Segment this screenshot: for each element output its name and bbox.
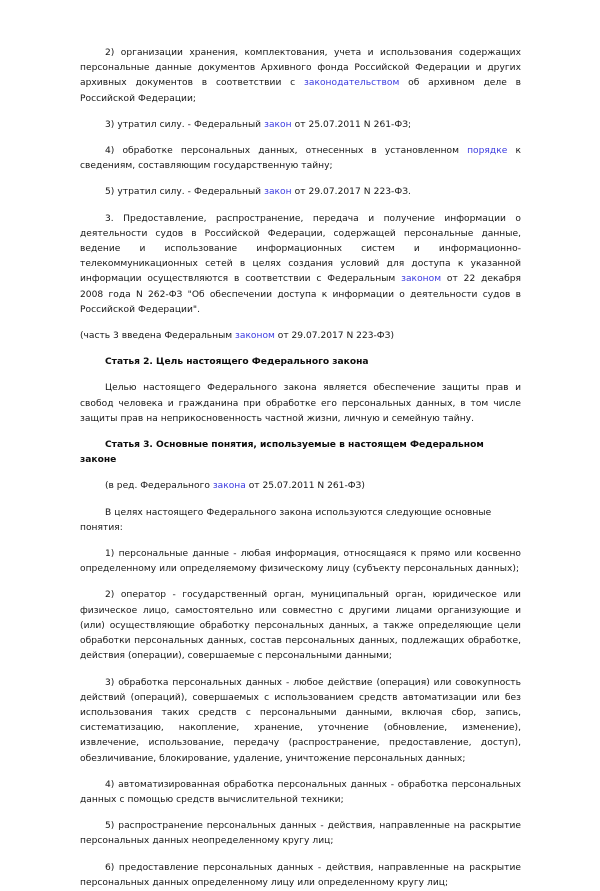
paragraph xyxy=(80,506,521,536)
paragraph xyxy=(80,144,521,174)
amendment-note xyxy=(80,479,521,494)
text-run: от 25.07.2011 N 261-ФЗ; xyxy=(291,119,412,130)
legal-reference-link[interactable]: законом xyxy=(401,274,442,285)
text-run: 5) утратил силу. - Федеральный xyxy=(105,187,265,198)
legal-reference-link[interactable]: законодательством xyxy=(304,78,400,89)
text-run: 5) распространение персональных данных - действия, направленные на раскрытие персональных данных неопределенному кругу лиц; xyxy=(80,821,521,847)
text-run: от 29.07.2017 N 223-ФЗ. xyxy=(291,187,411,198)
paragraph xyxy=(80,861,521,891)
article-heading xyxy=(80,355,521,370)
text-run: (часть 3 введена Федеральным xyxy=(80,331,236,342)
paragraph xyxy=(80,778,521,808)
amendment-note xyxy=(80,329,521,344)
text-run: 3. Предоставление, распространение, передача и получение информации о деятельности судов в Российской Федерации, содержащей персональные данные, ведение и использование информационных систем и информационно-телекоммуникационных сетей в целях создания условий для доступа к указанной информации осуществляются в соответствии с Федеральным xyxy=(80,213,521,285)
article-heading xyxy=(80,438,521,468)
text-run: 2) оператор - государственный орган, муниципальный орган, юридическое или физическое лицо, самостоятельно или совместно с другими лицами организующие и (или) осуществляющие обработку персональных данных, а также определяющие цели обработки персональных данных, состав персональных данных, подлежащих обработке, действия (операции), совершаемые с персональными данными; xyxy=(80,590,521,662)
text-run: Целью настоящего Федерального закона является обеспечение защиты прав и свобод человека и гражданина при обработке его персональных данных, в том числе защиты прав на неприкосновенность частной жизни, личную и семейную тайну. xyxy=(80,383,521,424)
text-run: (в ред. Федерального xyxy=(105,481,213,492)
text-run: к сведениям, составляющим государственную тайну; xyxy=(80,146,521,172)
text-run: 2) организации хранения, комплектования, учета и использования содержащих персональные данные документов Архивного фонда Российской Федерации и других архивных документов в соответствии с xyxy=(80,48,521,89)
text-run: 3) утратил силу. - Федеральный xyxy=(105,119,265,130)
paragraph xyxy=(80,547,521,577)
text-run: от 22 декабря 2008 года N 262-ФЗ "Об обеспечении доступа к информации о деятельности судов в Российской Федерации". xyxy=(80,274,522,315)
text-run: Статья 2. Цель настоящего Федерального закона xyxy=(105,357,369,368)
text-run: об архивном деле в Российской Федерации; xyxy=(80,78,522,104)
text-run: 4) обработке персональных данных, отнесенных в установленном xyxy=(105,146,468,157)
text-run: от 29.07.2017 N 223-ФЗ) xyxy=(274,331,395,342)
text-run: 4) автоматизированная обработка персональных данных - обработка персональных данных с помощью средств вычислительной техники; xyxy=(80,779,521,805)
paragraph xyxy=(80,676,521,767)
document-body xyxy=(80,46,521,891)
paragraph xyxy=(80,212,521,318)
paragraph xyxy=(80,588,521,664)
paragraph xyxy=(80,185,521,200)
legal-reference-link[interactable]: закон xyxy=(264,187,292,198)
legal-reference-link[interactable]: закон xyxy=(264,119,292,130)
text-run: от 25.07.2011 N 261-ФЗ) xyxy=(245,481,365,492)
legal-reference-link[interactable]: закона xyxy=(212,481,246,492)
paragraph xyxy=(80,381,521,427)
text-run: 3) обработка персональных данных - любое действие (операция) или совокупность действий (операций), совершаемых с использованием средств автоматизации или без использования таких средств с персональными данными, включая сбор, запись, систематизацию, накопление, хранение, уточнение (обновление, изменение), извлечение, использование, передачу (распространение, предоставление, доступ), обезличивание, блокирование, удаление, уничтожение персональных данных; xyxy=(80,677,521,764)
legal-reference-link[interactable]: законом xyxy=(235,331,275,342)
paragraph xyxy=(80,118,521,133)
text-run: Статья 3. Основные понятия, используемые в настоящем Федеральном законе xyxy=(80,440,484,466)
paragraph xyxy=(80,819,521,849)
legal-reference-link[interactable]: порядке xyxy=(467,146,508,157)
text-run: В целях настоящего Федерального закона используются следующие основные понятия: xyxy=(80,507,492,533)
paragraph xyxy=(80,46,521,107)
text-run: 1) персональные данные - любая информация, относящаяся к прямо или косвенно определенному или определяемому физическому лицу (субъекту персональных данных); xyxy=(80,549,521,575)
text-run: 6) предоставление персональных данных - действия, направленные на раскрытие персональных данных определенному лицу или определенному кругу лиц; xyxy=(80,862,521,888)
